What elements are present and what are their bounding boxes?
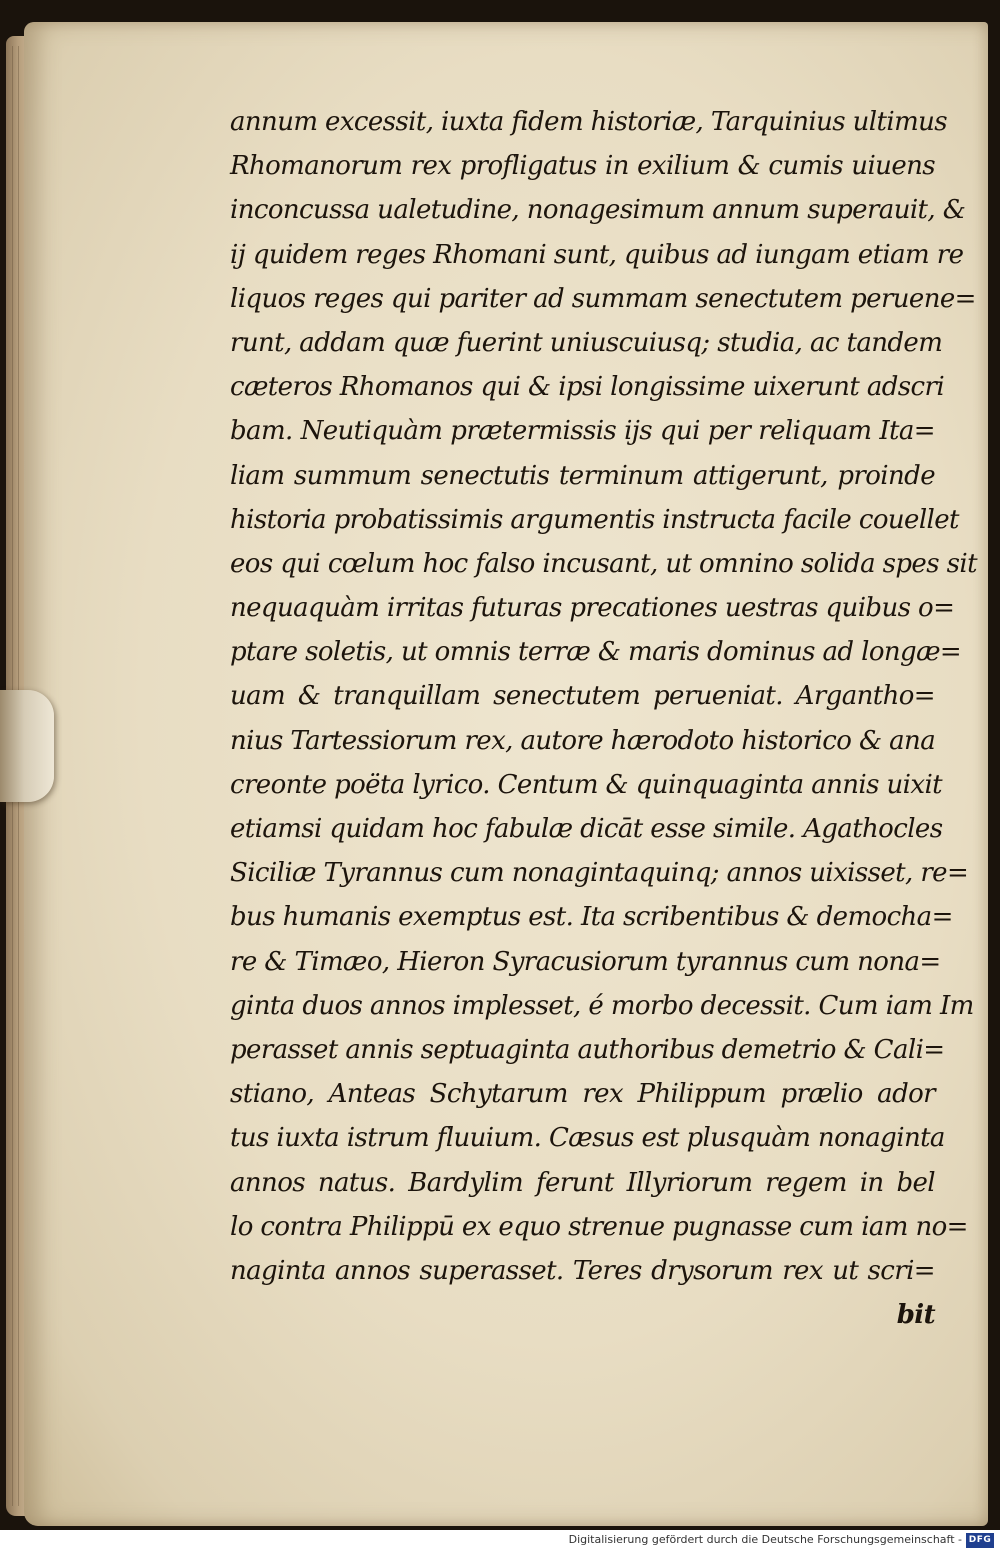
footer-bar: [0, 1530, 1000, 1552]
text-line: creonte poëta lyrico. Centum & quinquaginta annis uixit: [230, 769, 943, 800]
text-line: etiamsi quidam hoc fabulæ dicāt esse simile. Agathocles: [230, 814, 943, 844]
text-line: lo contra Philippū ex equo strenue pugnasse cum iam no=: [230, 1211, 968, 1242]
text-line: Siciliæ Tyrannus cum nonagintaquinq; annos uixisset, re=: [230, 858, 969, 889]
page-tab: [0, 690, 54, 802]
text-line: annos natus. Bardylim ferunt Illyriorum regem in bel: [230, 1167, 935, 1198]
text-line: uam & tranquillam senectutem perueniat. Argantho=: [230, 681, 935, 712]
text-line: Rhomanorum rex profligatus in exilium & cumis uiuens: [230, 151, 935, 182]
text-line: annum excessit, iuxta fidem historiæ, Tarquinius ultimus: [230, 107, 948, 137]
catchword: bit: [896, 1300, 935, 1331]
text-line: ginta duos annos implesset, é morbo decessit. Cum iam Im: [230, 990, 974, 1021]
text-line: runt, addam quæ fuerint uniuscuiusq; studia, ac tandem: [230, 327, 943, 358]
text-line: bus humanis exemptus est. Ita scribentibus & democha=: [230, 902, 953, 933]
text-line: historia probatissimis argumentis instructa facile couellet: [230, 504, 959, 535]
text-line: liam summum senectutis terminum attigerunt, proinde: [230, 460, 935, 491]
page-text: [230, 100, 977, 1337]
text-line: stiano, Anteas Schytarum rex Philippum prælio ador: [230, 1079, 935, 1110]
text-line: nius Tartessiorum rex, autore hærodoto historico & ana: [230, 725, 936, 756]
text-line: eos qui cœlum hoc falso incusant, ut omnino solida spes sit: [230, 548, 977, 579]
text-line: naginta annos superasset. Teres drysorum rex ut scri=: [230, 1255, 935, 1286]
text-line: perasset annis septuaginta authoribus demetrio & Cali=: [230, 1034, 945, 1065]
text-line: inconcussa ualetudine, nonagesimum annum superauit, &: [230, 195, 966, 226]
text-line: cæteros Rhomanos qui & ipsi longissime uixerunt adscri: [230, 372, 945, 403]
text-line: re & Timæo, Hieron Syracusiorum tyrannus cum nona=: [230, 946, 941, 977]
text-line: ij quidem reges Rhomani sunt, quibus ad iungam etiam re: [230, 239, 964, 270]
funding-credit: Digitalisierung gefördert durch die Deutsche Forschungsgemeinschaft -: [568, 1533, 962, 1546]
text-line: liquos reges qui pariter ad summam senectutem peruene=: [230, 283, 976, 314]
text-line: bam. Neutiquàm prætermissis ijs qui per reliquam Ita=: [230, 416, 935, 447]
text-line: ptare soletis, ut omnis terræ & maris dominus ad longæ=: [230, 637, 962, 668]
text-line: nequaquàm irritas futuras precationes uestras quibus o=: [230, 593, 955, 624]
text-line: tus iuxta istrum fluuium. Cæsus est plusquàm nonaginta: [230, 1123, 945, 1154]
dfg-logo: DFG: [966, 1533, 994, 1548]
